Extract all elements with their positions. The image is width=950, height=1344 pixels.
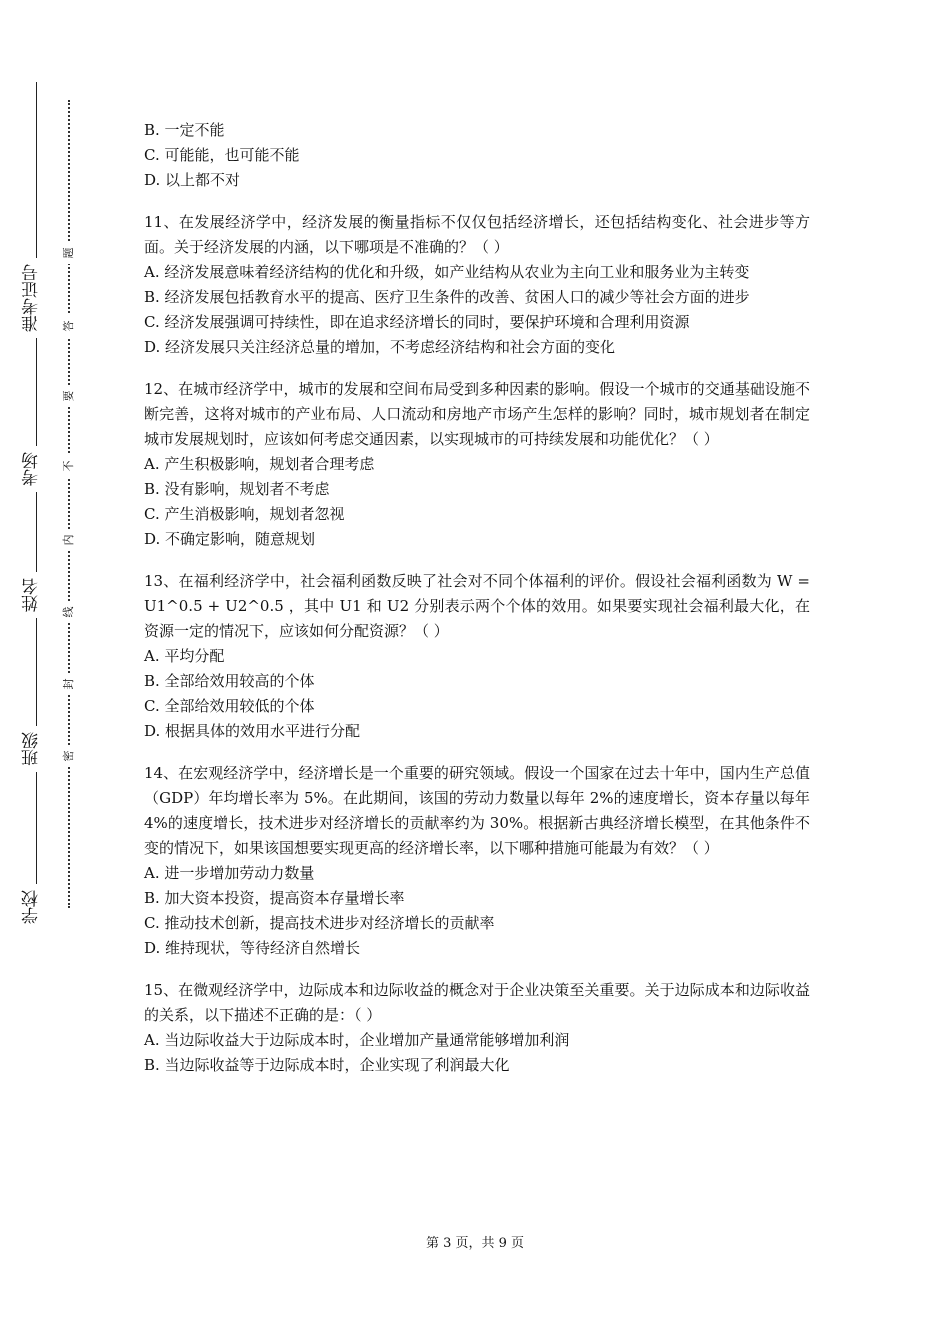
seal-char-6: 线 [59,601,79,623]
exam-number-label: 准考证号 [22,258,50,338]
option: A. 当边际收益大于边际成本时，企业增加产量通常能够增加利润 [144,1031,570,1049]
question-15 [144,978,810,1078]
option: D. 经济发展只关注经济总量的增加，不考虑经济结构和社会方面的变化 [144,338,616,356]
option: C. 全部给效用较低的个体 [144,697,315,715]
question-12 [144,377,810,552]
option: B. 全部给效用较高的个体 [144,672,315,690]
seal-char-8: 密 [59,745,79,767]
question-stem: 15、在微观经济学中，边际成本和边际收益的概念对于企业决策至关重要。关于边际成本和边际收益的关系，以下描述不正确的是：（ ） [144,981,810,1024]
seal-char-2: 答 [59,315,79,337]
option: B. 一定不能 [144,121,225,139]
question-14 [144,761,810,961]
option: B. 当边际收益等于边际成本时，企业实现了利润最大化 [144,1056,510,1074]
question-stem: 13、在福利经济学中，社会福利函数反映了社会对不同个体福利的评价。假设社会福利函数为 W = U1^0.5 + U2^0.5 ，其中 U1 和 U2 分别表示两个个体的效用。如果要实现社会福利最大化，在资源一定的情况下，应该如何分配资源？（ ） [144,572,810,640]
question-stem: 11、在发展经济学中，经济发展的衡量指标不仅仅包括经济增长，还包括结构变化、社会进步等方面。关于经济发展的内涵，以下哪项是不准确的？（ ） [144,213,810,256]
option: D. 不确定影响，随意规划 [144,530,316,548]
seal-char-5: 内 [59,529,79,551]
option: D. 根据具体的效用水平进行分配 [144,722,361,740]
option: B. 加大资本投资，提高资本存量增长率 [144,889,405,907]
seal-char-3: 要 [59,385,79,407]
question-13 [144,569,810,744]
seal-char-7: 封 [59,673,79,695]
page-footer: 第 3 页，共 9 页 [425,1236,525,1251]
binding-solid-line [36,82,37,918]
option: C. 产生消极影响，规划者忽视 [144,505,345,523]
option: B. 没有影响，规划者不考虑 [144,480,330,498]
question-content [144,118,810,1095]
option: D. 以上都不对 [144,171,241,189]
option: A. 平均分配 [144,647,225,665]
question-11 [144,210,810,360]
option: D. 维持现状，等待经济自然增长 [144,939,361,957]
exam-room-label: 考场 [22,446,50,492]
option: A. 经济发展意味着经济结构的优化和升级，如产业结构从农业为主向工业和服务业为主转变 [144,263,750,281]
option: C. 推动技术创新，提高技术进步对经济增长的贡献率 [144,914,495,932]
class-label: 班级 [22,726,50,772]
seal-char-4: 不 [59,455,79,477]
seal-char-1: 题 [59,242,79,264]
question-10-continued [144,118,810,193]
option: C. 可能能，也可能不能 [144,146,300,164]
option: A. 产生积极影响，规划者合理考虑 [144,455,375,473]
question-stem: 14、在宏观经济学中，经济增长是一个重要的研究领域。假设一个国家在过去十年中，国内生产总值（GDP）年均增长率为 5%。在此期间，该国的劳动力数量以每年 2%的速度增长，资本存量以每年 4%的速度增长，技术进步对经济增长的贡献率约为 30%。根据新古典经济增长模型，在其他条件不变的情况下，如果该国想要实现更高的经济增长率，以下哪种措施可能最为有效？（ ） [144,764,810,857]
binding-dotted-line [68,100,70,908]
name-label: 姓名 [22,572,50,618]
school-label: 学校 [22,884,50,930]
question-stem: 12、在城市经济学中，城市的发展和空间布局受到多种因素的影响。假设一个城市的交通基础设施不断完善，这将对城市的产业布局、人口流动和房地产市场产生怎样的影响？同时，城市规划者在制定城市发展规划时，应该如何考虑交通因素，以实现城市的可持续发展和功能优化？（ ） [144,380,810,448]
option: B. 经济发展包括教育水平的提高、医疗卫生条件的改善、贫困人口的减少等社会方面的进步 [144,288,750,306]
option: C. 经济发展强调可持续性，即在追求经济增长的同时，要保护环境和合理利用资源 [144,313,690,331]
option: A. 进一步增加劳动力数量 [144,864,315,882]
binding-margin [0,0,110,1344]
